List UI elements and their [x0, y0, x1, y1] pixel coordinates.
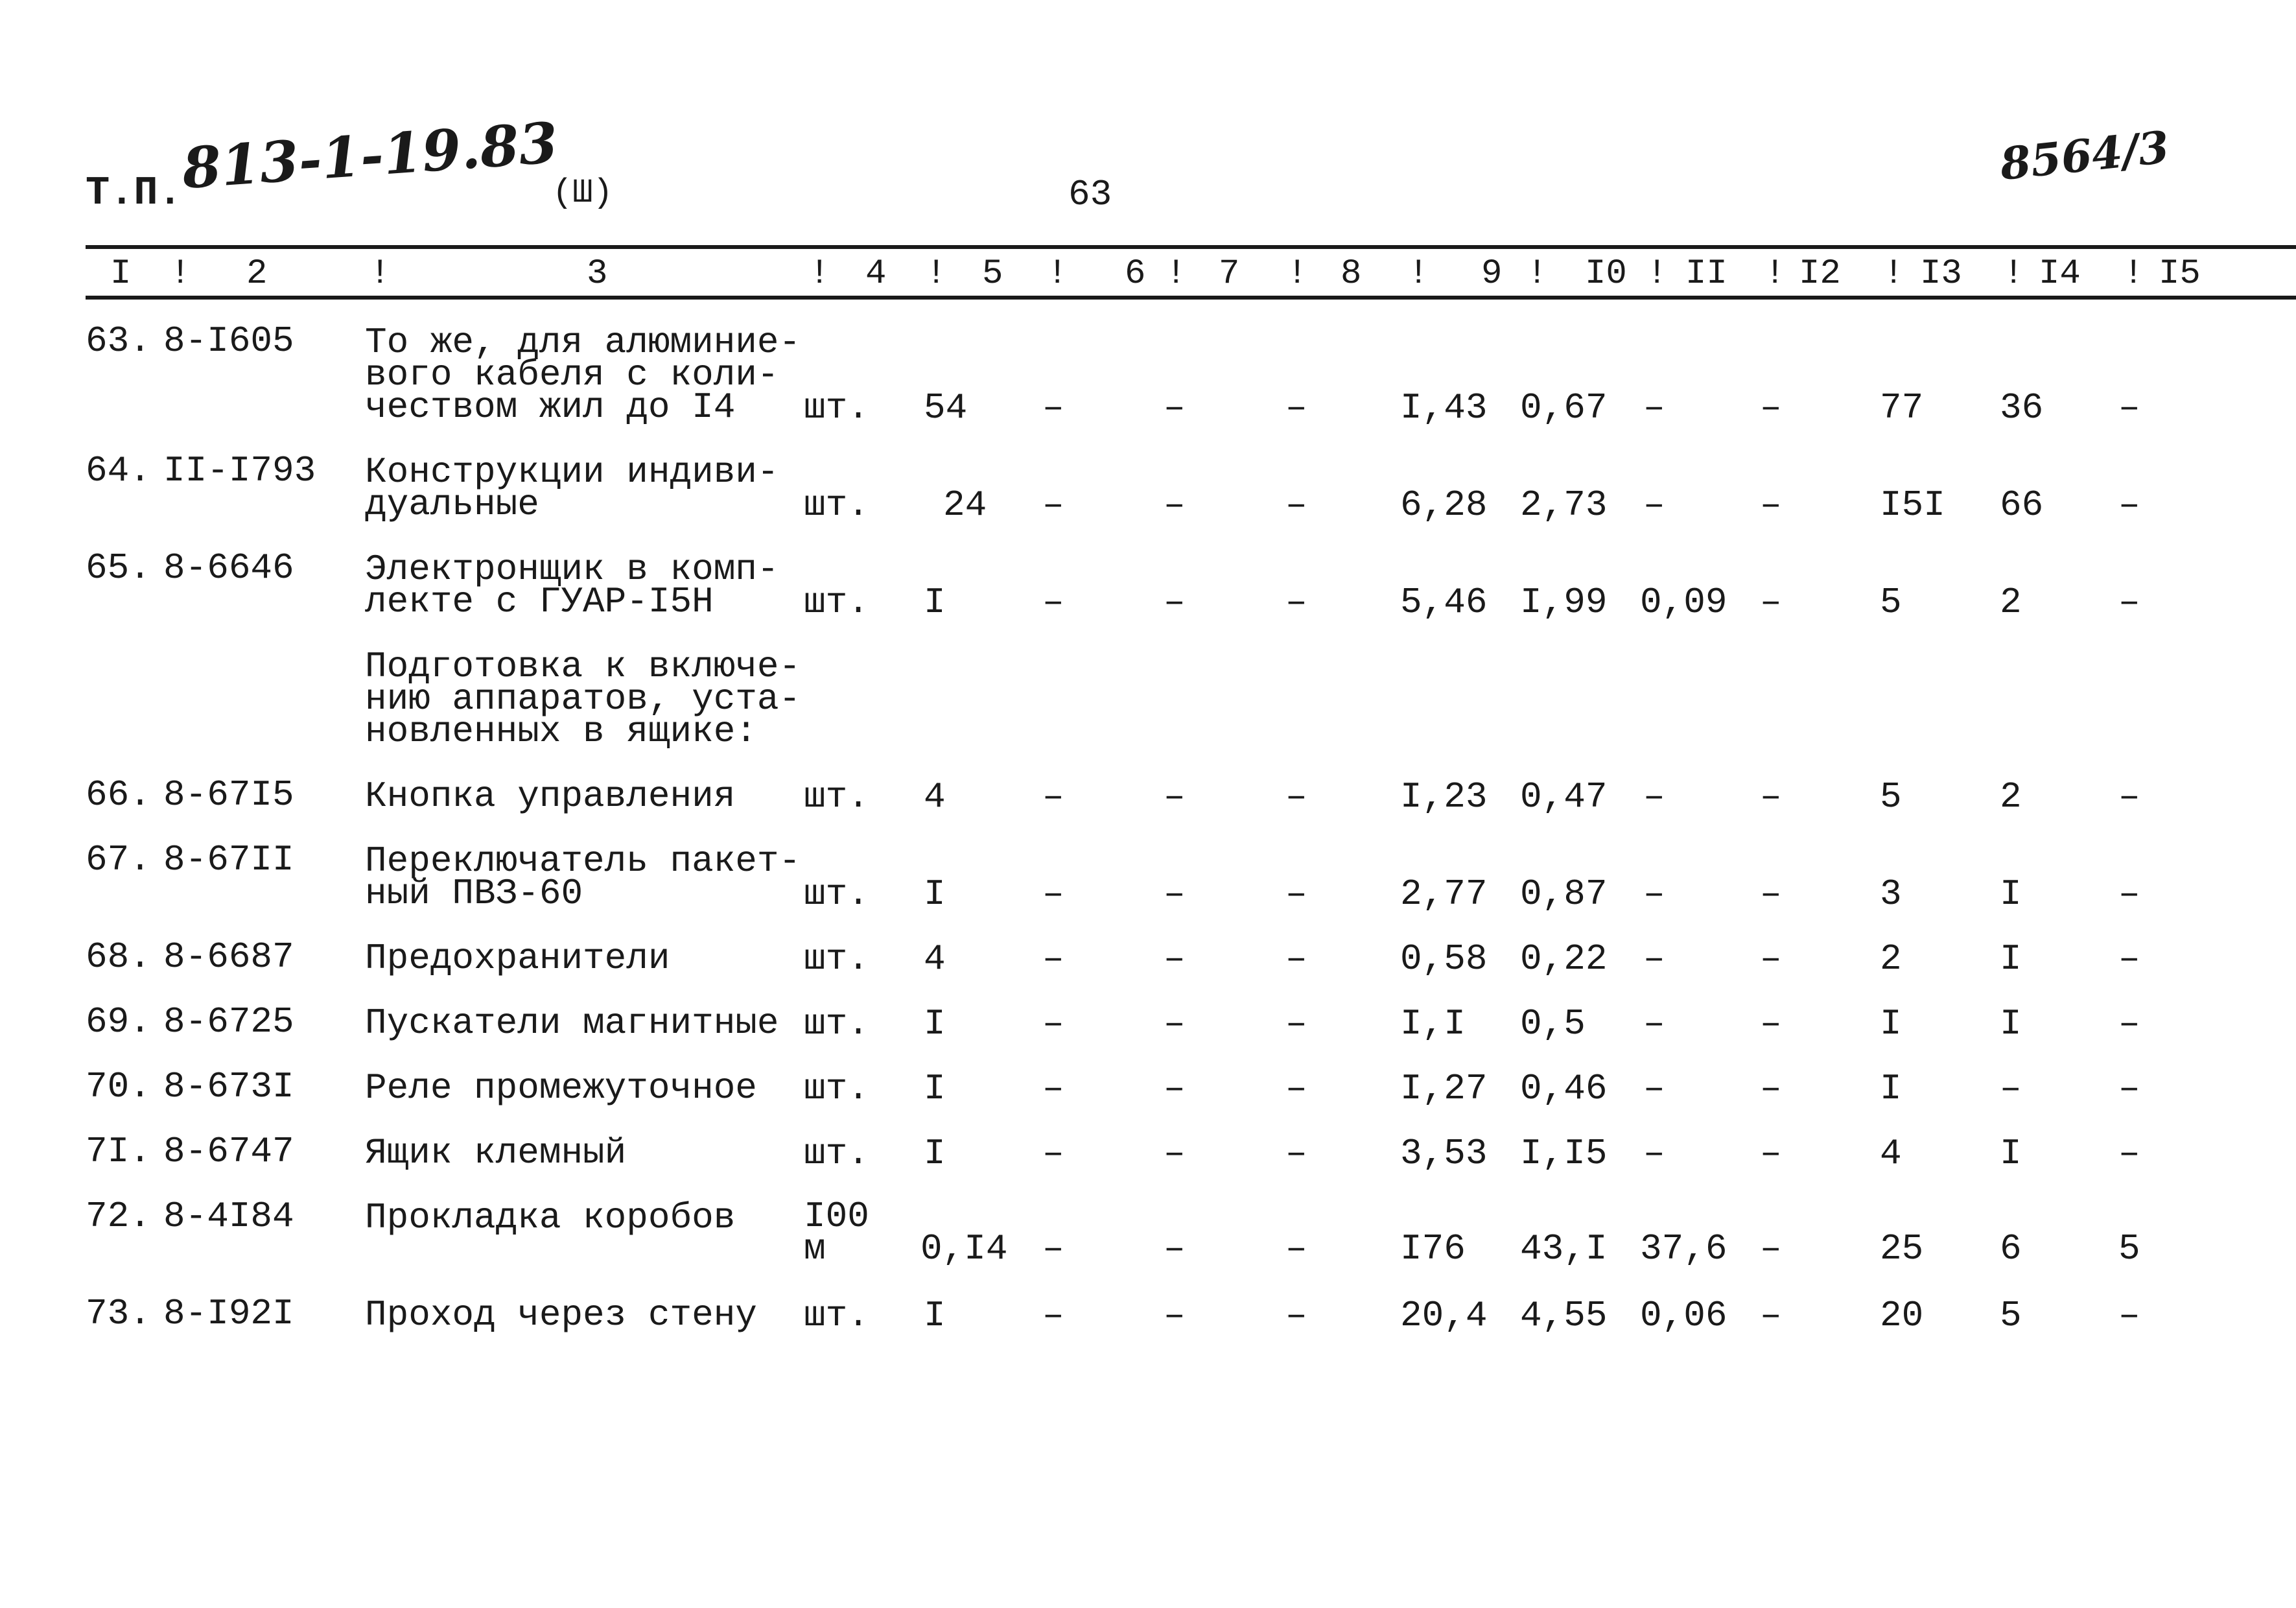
table-header-rule [86, 296, 2296, 300]
cell-col-11: – [1643, 776, 1665, 818]
cell-col-5: I [924, 1003, 946, 1045]
cell-col-8: – [1285, 776, 1307, 818]
col-header-12: I2 [1799, 254, 1841, 294]
cell-col-6: – [1042, 938, 1064, 980]
cell-col-11: 37,6 [1640, 1228, 1728, 1270]
cell-col-6: – [1042, 387, 1064, 429]
cell-col-13: 3 [1880, 873, 1902, 915]
cell-col-11: 0,06 [1640, 1295, 1728, 1336]
description-line: дуальные [365, 484, 539, 525]
cell-col-10: 0,22 [1520, 938, 1608, 980]
cell-col-14: I [2000, 1003, 2022, 1045]
row-number: 64. [86, 450, 151, 491]
col-sep: ! [2123, 254, 2144, 294]
cell-col-15: – [2118, 776, 2140, 818]
cell-col-10: 0,67 [1520, 387, 1608, 429]
col-sep: ! [1527, 254, 1548, 294]
cell-col-13: 4 [1880, 1133, 1902, 1174]
description-line: Переключатель пакет- [365, 840, 801, 882]
cell-col-8: – [1285, 1133, 1307, 1174]
cell-col-14: 2 [2000, 582, 2022, 623]
description-line: Подготовка к включе- [365, 646, 801, 687]
cell-col-14: 66 [2000, 484, 2044, 526]
col-sep: ! [1764, 254, 1786, 294]
cell-col-12: – [1760, 938, 1782, 980]
description-line: То же, для алюминие- [365, 322, 801, 363]
cell-col-13: 5 [1880, 776, 1902, 818]
cell-col-15: – [2118, 873, 2140, 915]
cell-col-10: 43,I [1520, 1228, 1608, 1270]
unit: шт. [804, 873, 869, 915]
cell-col-5: 54 [924, 387, 968, 429]
cell-col-8: – [1285, 938, 1307, 980]
resource-code: 8-67I5 [163, 774, 294, 816]
doc-number-handwritten: 813-1-19.83 [180, 110, 560, 202]
cell-col-9: I,27 [1400, 1068, 1488, 1109]
cell-col-7: – [1164, 1295, 1186, 1336]
cell-col-6: – [1042, 484, 1064, 526]
col-sep: ! [170, 254, 191, 294]
row-number: 67. [86, 839, 151, 881]
cell-col-9: 20,4 [1400, 1295, 1488, 1336]
cell-col-15: – [2118, 1295, 2140, 1336]
col-header-3: 3 [587, 254, 608, 294]
cell-col-9: I,I [1400, 1003, 1466, 1045]
cell-col-8: – [1285, 1228, 1307, 1270]
description-line: Ящик клемный [365, 1132, 627, 1174]
cell-col-10: I,I5 [1520, 1133, 1608, 1174]
cell-col-15: – [2118, 1133, 2140, 1174]
cell-col-12: – [1760, 1003, 1782, 1045]
table-top-rule [86, 245, 2296, 249]
cell-col-15: – [2118, 484, 2140, 526]
description-line: Конструкции индиви- [365, 451, 779, 493]
cell-col-12: – [1760, 873, 1782, 915]
cell-col-7: – [1164, 582, 1186, 623]
row-number: 73. [86, 1293, 151, 1334]
cell-col-5: 0,I4 [920, 1228, 1008, 1270]
cell-col-15: – [2118, 938, 2140, 980]
resource-code: II-I793 [163, 450, 316, 491]
cell-col-6: – [1042, 1228, 1064, 1270]
cell-col-7: – [1164, 938, 1186, 980]
row-number: 7I. [86, 1131, 151, 1172]
cell-col-15: 5 [2118, 1228, 2140, 1270]
cell-col-15: – [2118, 387, 2140, 429]
row-number: 72. [86, 1196, 151, 1237]
col-header-15: I5 [2159, 254, 2201, 294]
cell-col-5: I [924, 1133, 946, 1174]
col-header-14: I4 [2039, 254, 2081, 294]
cell-col-12: – [1760, 1068, 1782, 1109]
cell-col-14: 2 [2000, 776, 2022, 818]
cell-col-11: – [1643, 484, 1665, 526]
col-sep: ! [2003, 254, 2024, 294]
description-line: нию аппаратов, уста- [365, 678, 801, 720]
cell-col-5: I [924, 1068, 946, 1109]
resource-code: 8-I92I [163, 1293, 294, 1334]
cell-col-13: I [1880, 1068, 1902, 1109]
cell-col-14: I [2000, 938, 2022, 980]
cell-col-11: – [1643, 387, 1665, 429]
unit: шт. [804, 582, 869, 623]
cell-col-11: – [1643, 1068, 1665, 1109]
resource-code: 8-67II [163, 839, 294, 881]
unit: шт. [804, 1133, 869, 1174]
cell-col-7: – [1164, 1228, 1186, 1270]
description-line: Пускатели магнитные [365, 1002, 779, 1044]
cell-col-14: 6 [2000, 1228, 2022, 1270]
description-line: вого кабеля с коли- [365, 354, 779, 396]
resource-code: 8-4I84 [163, 1196, 294, 1237]
cell-col-8: – [1285, 484, 1307, 526]
cell-col-13: 5 [1880, 582, 1902, 623]
resource-code: 8-6646 [163, 547, 294, 589]
cell-col-14: – [2000, 1068, 2022, 1109]
cell-col-10: 0,46 [1520, 1068, 1608, 1109]
cell-col-11: – [1643, 873, 1665, 915]
row-number: 70. [86, 1066, 151, 1107]
cell-col-15: – [2118, 582, 2140, 623]
cell-col-5: I [924, 582, 946, 623]
cell-col-6: – [1042, 873, 1064, 915]
cell-col-10: 4,55 [1520, 1295, 1608, 1336]
description-line: Прокладка коробов [365, 1197, 736, 1238]
cell-col-6: – [1042, 776, 1064, 818]
unit: шт. [804, 776, 869, 818]
col-header-8: 8 [1341, 254, 1362, 294]
cell-col-12: – [1760, 582, 1782, 623]
cell-col-13: I5I [1880, 484, 1945, 526]
col-header-6: 6 [1125, 254, 1146, 294]
cell-col-7: – [1164, 1003, 1186, 1045]
unit: шт. [804, 1295, 869, 1336]
row-number: 65. [86, 547, 151, 589]
cell-col-13: 77 [1880, 387, 1924, 429]
cell-col-14: 36 [2000, 387, 2044, 429]
cell-col-6: – [1042, 1003, 1064, 1045]
unit: шт. [804, 1068, 869, 1109]
col-sep: ! [1883, 254, 1904, 294]
col-header-1: I [110, 254, 132, 294]
cell-col-10: I,99 [1520, 582, 1608, 623]
cell-col-6: – [1042, 582, 1064, 623]
col-sep: ! [1166, 254, 1187, 294]
row-number: 66. [86, 774, 151, 816]
cell-col-5: I [924, 873, 946, 915]
cell-col-9: I,43 [1400, 387, 1488, 429]
cell-col-7: – [1164, 776, 1186, 818]
resource-code: 8-6725 [163, 1001, 294, 1043]
row-number: 63. [86, 320, 151, 362]
cell-col-6: – [1042, 1068, 1064, 1109]
cell-col-8: – [1285, 873, 1307, 915]
cell-col-9: 0,58 [1400, 938, 1488, 980]
resource-code: 8-6687 [163, 936, 294, 978]
cell-col-7: – [1164, 387, 1186, 429]
cell-col-5: 4 [924, 938, 946, 980]
cell-col-8: – [1285, 1295, 1307, 1336]
col-sep: ! [1047, 254, 1068, 294]
cell-col-10: 0,87 [1520, 873, 1608, 915]
cell-col-12: – [1760, 1295, 1782, 1336]
cell-col-7: – [1164, 873, 1186, 915]
cell-col-12: – [1760, 387, 1782, 429]
description-line: чеством жил до I4 [365, 386, 736, 428]
cell-col-8: – [1285, 387, 1307, 429]
col-header-2: 2 [246, 254, 268, 294]
resource-code: 8-6747 [163, 1131, 294, 1172]
cell-col-9: 2,77 [1400, 873, 1488, 915]
cell-col-14: 5 [2000, 1295, 2022, 1336]
cell-col-6: – [1042, 1295, 1064, 1336]
unit: м [804, 1228, 826, 1270]
cell-col-9: I,23 [1400, 776, 1488, 818]
unit: шт. [804, 387, 869, 429]
cell-col-11: – [1643, 938, 1665, 980]
col-sep: ! [1646, 254, 1668, 294]
unit: шт. [804, 1003, 869, 1045]
row-number: 68. [86, 936, 151, 978]
col-header-10: I0 [1585, 254, 1627, 294]
doc-prefix: Т.П. [86, 170, 182, 216]
cell-col-14: I [2000, 1133, 2022, 1174]
series-label: (Ш) [552, 174, 613, 212]
resource-code: 8-I605 [163, 320, 294, 362]
cell-col-15: – [2118, 1003, 2140, 1045]
col-sep: ! [1408, 254, 1429, 294]
description-line: Кнопка управления [365, 775, 736, 817]
cell-col-8: – [1285, 1068, 1307, 1109]
description-line: Проход через стену [365, 1294, 757, 1336]
description-line: ный ПВЗ-60 [365, 873, 583, 914]
cell-col-5: 24 [943, 484, 987, 526]
cell-col-8: – [1285, 582, 1307, 623]
col-header-7: 7 [1219, 254, 1240, 294]
cell-col-7: – [1164, 484, 1186, 526]
cell-col-9: 5,46 [1400, 582, 1488, 623]
cell-col-9: 6,28 [1400, 484, 1488, 526]
description-line: Реле промежуточное [365, 1067, 757, 1109]
description-line: Предохранители [365, 938, 670, 979]
cell-col-5: I [924, 1295, 946, 1336]
col-header-4: 4 [865, 254, 887, 294]
col-sep: ! [369, 254, 391, 294]
cell-col-7: – [1164, 1068, 1186, 1109]
cell-col-10: 2,73 [1520, 484, 1608, 526]
cell-col-13: I [1880, 1003, 1902, 1045]
cell-col-13: 25 [1880, 1228, 1924, 1270]
archive-number-handwritten: 8564/3 [1997, 121, 2172, 191]
cell-col-5: 4 [924, 776, 946, 818]
cell-col-15: – [2118, 1068, 2140, 1109]
row-number: 69. [86, 1001, 151, 1043]
unit: I00 [804, 1196, 869, 1237]
cell-col-9: I76 [1400, 1228, 1466, 1270]
resource-code: 8-673I [163, 1066, 294, 1107]
cell-col-8: – [1285, 1003, 1307, 1045]
cell-col-11: – [1643, 1133, 1665, 1174]
unit: шт. [804, 484, 869, 526]
cell-col-7: – [1164, 1133, 1186, 1174]
cell-col-6: – [1042, 1133, 1064, 1174]
cell-col-12: – [1760, 1228, 1782, 1270]
col-header-9: 9 [1481, 254, 1503, 294]
cell-col-13: 20 [1880, 1295, 1924, 1336]
description-line: лекте с ГУАР-I5Н [365, 581, 714, 622]
col-header-11: II [1685, 254, 1728, 294]
cell-col-12: – [1760, 484, 1782, 526]
col-header-13: I3 [1920, 254, 1962, 294]
cell-col-10: 0,5 [1520, 1003, 1586, 1045]
description-line: Электронщик в комп- [365, 549, 779, 590]
unit: шт. [804, 938, 869, 980]
cell-col-10: 0,47 [1520, 776, 1608, 818]
description-line: новленных в ящике: [365, 711, 757, 752]
cell-col-12: – [1760, 776, 1782, 818]
col-header-5: 5 [982, 254, 1003, 294]
cell-col-11: 0,09 [1640, 582, 1728, 623]
col-sep: ! [926, 254, 947, 294]
cell-col-14: I [2000, 873, 2022, 915]
page-number: 63 [1068, 174, 1112, 215]
cell-col-9: 3,53 [1400, 1133, 1488, 1174]
col-sep: ! [1287, 254, 1308, 294]
cell-col-12: – [1760, 1133, 1782, 1174]
col-sep: ! [809, 254, 830, 294]
cell-col-11: – [1643, 1003, 1665, 1045]
cell-col-13: 2 [1880, 938, 1902, 980]
